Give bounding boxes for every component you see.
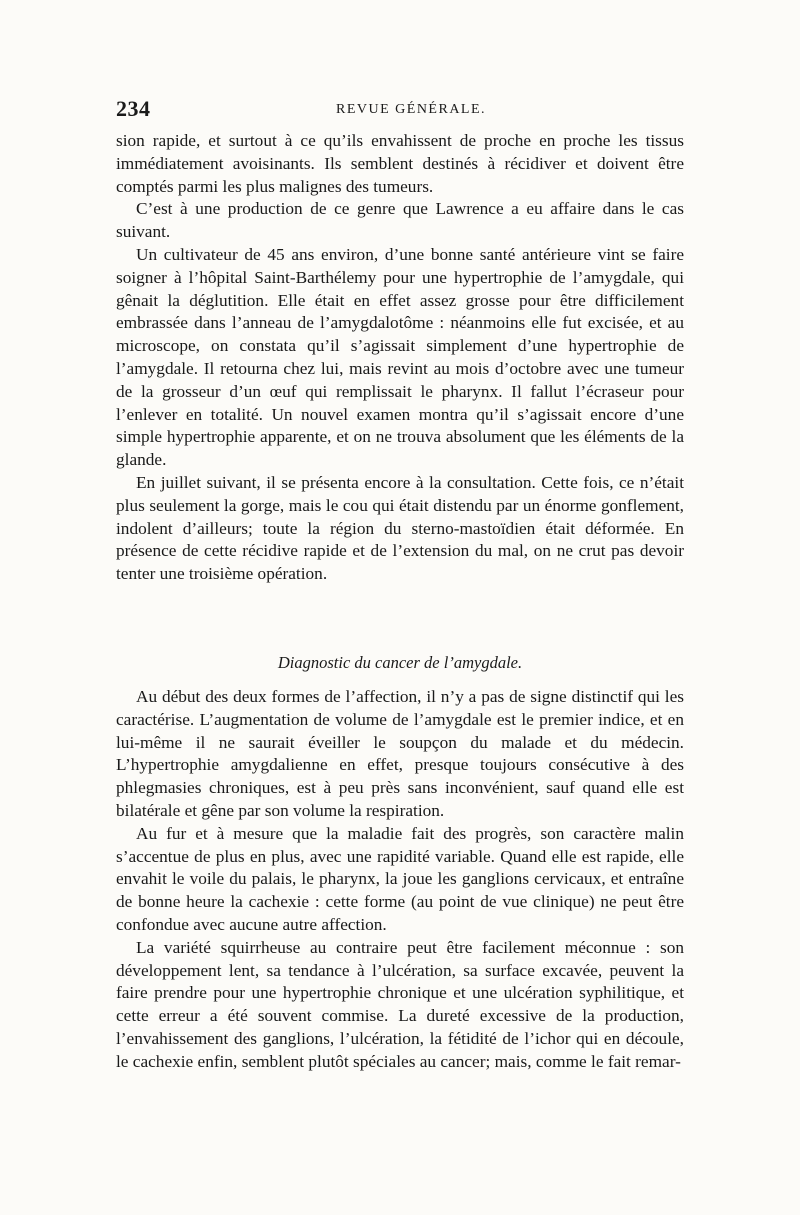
- paragraph: Au fur et à mesure que la maladie fait des progrès, son caractère malin s’accentue de plus en plus, avec une rapidité variable. Quand elle est rapide, elle envahit le voile du palais, le pharynx, la joue les ganglions cervicaux, et entraîne de bonne heure la cachexie : cette forme (au point de vue clinique) ne peut être confondue avec aucune autre affection.: [116, 823, 684, 934]
- paragraph: Au début des deux formes de l’affection, il n’y a pas de signe distinctif qui les caractérise. L’augmentation de volume de l’amygdale est le premier indice, et en lui-même il ne saurait éveiller le soupçon du malade et du médecin. L’hypertrophie amygdalienne en effet, presque toujours consécutive à des phlegmasies chroniques, est à peu près sans inconvénient, sauf quand elle est bilatérale et gêne par son volume la respiration.: [116, 687, 684, 820]
- paragraph: La variété squirrheuse au contraire peut être facilement méconnue : son développement lent, sa tendance à l’ulcération, sa surface excavée, peuvent la faire prendre pour une hypertrophie chronique et une ulcération syphilitique, et cette erreur a été souvent commise. La dureté excessive de la production, l’envahissement des ganglions, l’ulcération, la fétidité de l’ichor qui en découle, le cachexie enfin, semblent plutôt spéciales au cancer; mais, comme le fait remar-: [116, 937, 684, 1071]
- paragraph-continuation: sion rapide, et surtout à ce qu’ils envahissent de proche en proche les tissus immédiatement avoisinants. Ils semblent destinés à récidiver et doivent être comptés parmi les plus malignes des tumeurs.: [116, 131, 684, 196]
- paragraph: Un cultivateur de 45 ans environ, d’une bonne santé antérieure vint se faire soigner à l’hôpital Saint-Barthélemy pour une hypertrophie de l’amygdale, qui gênait la déglutition. Elle était en effet assez grosse pour être difficilement embrassée dans l’anneau de l’amygdalotôme : néanmoins elle fut excisée, et au microscope, on constata qu’il s’agissait simplement d’une hypertrophie de l’amygdale. Il retourna chez lui, mais revint au mois d’octobre avec une tumeur de la grosseur d’un œuf qui remplissait le pharynx. Il fallut l’écraseur pour l’enlever en totalité. Un nouvel examen montra qu’il s’agissait encore d’une simple hypertrophie apparente, et on ne trouva absolument que les éléments de la glande.: [116, 244, 684, 470]
- page-header: [116, 96, 688, 126]
- running-title: REVUE GÉNÉRALE.: [336, 102, 487, 117]
- body-text-section-2: [116, 686, 684, 1074]
- paragraph: C’est à une production de ce genre que Lawrence a eu affaire dans le cas suivant.: [116, 199, 684, 242]
- paragraph: En juillet suivant, il se présenta encore à la consultation. Cette fois, ce n’était plus seulement la gorge, mais le cou qui était distendu par un énorme gonflement, indolent d’ailleurs; toute la région du sterno-mastoïdien était déformée. En présence de cette récidive rapide et de l’extension du mal, on ne crut pas devoir tenter une troisième opération.: [116, 472, 684, 584]
- body-text-section-1: [116, 130, 684, 586]
- section-heading: Diagnostic du cancer de l’amygdale.: [277, 653, 523, 672]
- page-number: 234: [116, 96, 151, 121]
